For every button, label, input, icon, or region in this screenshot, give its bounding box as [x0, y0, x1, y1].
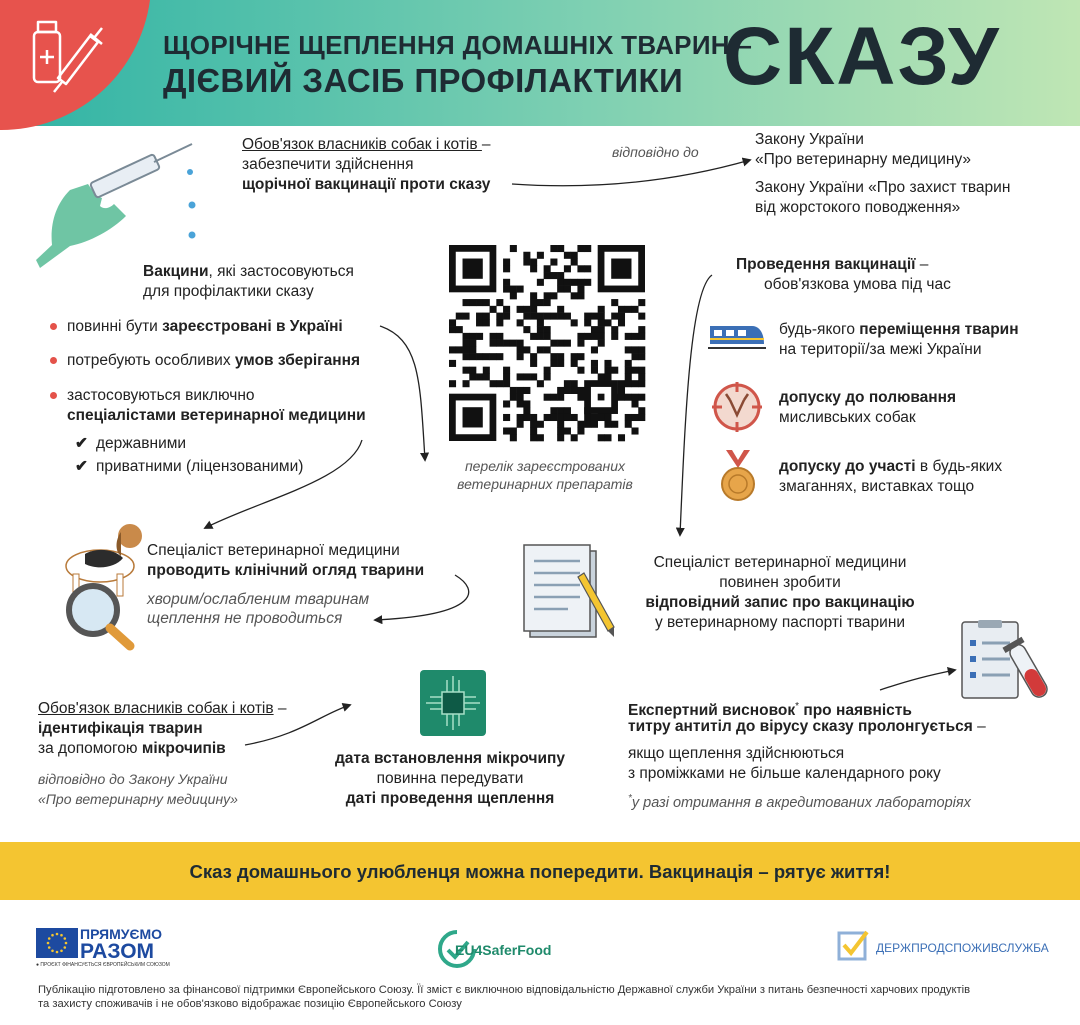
footer-disclaimer [38, 983, 970, 1011]
chip-line1: Обов'язок власників собак і котів – [38, 700, 287, 717]
qr-caption-line2: ветеринарних препаратів [457, 476, 633, 492]
vaccines-item1: повинні бути зареєстровані в Україні [50, 317, 343, 337]
expert-line1: Експертний висновок* про наявність [628, 701, 912, 720]
conditions-title-line2: обов'язкова умова під час [764, 276, 951, 293]
derzhprod-shield-icon [836, 928, 870, 962]
obligation1-line2: забезпечити здійснення [242, 156, 414, 173]
eu-logo-line2: РАЗОМ [80, 940, 155, 963]
red-bullet-icon [50, 323, 57, 330]
chip-line2: ідентифікація тварин [38, 720, 203, 737]
condition1-line1: будь-якого переміщення тварин [779, 321, 1019, 338]
expert-line4: з проміжками не більше календарного року [628, 765, 941, 782]
derzhprod-logo-text: ДЕРЖПРОДСПОЖИВСЛУЖБА [876, 941, 1049, 955]
header-title-big-word: СКАЗУ [723, 11, 1001, 102]
eu-logo-small: ● ПРОЄКТ ФІНАНСУЄТЬСЯ ЄВРОПЕЙСЬКИМ СОЮЗОМ [36, 962, 170, 968]
chip-date-line2: повинна передувати [376, 770, 524, 787]
exam-note1: хворим/ослабленим тваринам [147, 591, 370, 608]
document-pencil-icon [522, 545, 617, 640]
law1-line1: Закону України [755, 131, 864, 148]
conditions-title-line1: Проведення вакцинації – [736, 256, 929, 273]
expert-footnote: *у разі отримання в акредитованих лабораторіях [628, 793, 971, 811]
header-title-line1: ЩОРІЧНЕ ЩЕПЛЕННЯ ДОМАШНІХ ТВАРИН – [163, 30, 753, 60]
chip-line3: за допомогою мікрочипів [38, 740, 226, 757]
obligation1-line3: щорічної вакцинації проти сказу [242, 176, 491, 193]
vaccines-title-line1: Вакцини, які застосовуються [143, 263, 354, 280]
chip-law-line2: «Про ветеринарну медицину» [38, 791, 238, 807]
according-to-label: відповідно до [612, 144, 699, 160]
condition1-line2: на території/за межі України [779, 341, 982, 358]
eu-logo-line1: ПРЯМУЄМО [80, 926, 162, 942]
exam-line1: Спеціаліст ветеринарної медицини [147, 542, 400, 559]
beagle-magnifier-icon [35, 518, 150, 648]
law2-line2: від жорстокого поводження» [755, 199, 961, 216]
red-bullet-icon [50, 357, 57, 364]
slogan-text: Сказ домашнього улюбленця можна попередити. Вакцинація – рятує життя! [189, 861, 891, 882]
train-icon [708, 322, 766, 350]
eu-flag-icon [36, 928, 78, 958]
vaccines-title-line2: для профілактики сказу [143, 283, 314, 300]
footer-line2: та захисту споживачів і не обов'язково відображає позицію Європейського Союзу [38, 998, 462, 1010]
chip-date-line3: даті проведення щеплення [345, 790, 555, 807]
deer-target-icon [712, 382, 762, 432]
law2-line1: Закону України «Про захист тварин [755, 179, 1011, 196]
footer-line1: Публікацію підготовлено за фінансової підтримки Європейського Союзу. Її зміст є виключною відповідальністю Державної служби України з питань безпечності харчових продуктів [38, 984, 971, 996]
vaccines-item2: потребують особливих умов зберігання [50, 351, 360, 371]
microchip-icon [420, 670, 486, 736]
expert-line2: титру антитіл до вірусу сказу пролонгується – [628, 718, 986, 735]
vaccines-sub1: ✔ державними [75, 435, 187, 452]
chip-date-line1: дата встановлення мікрочипу [334, 750, 566, 767]
eu4safer-food-logo-text: EU4SaferFood [455, 942, 552, 958]
condition3-line2: змаганнях, виставках тощо [779, 478, 975, 495]
chip-law-line1: відповідно до Закону України [38, 771, 228, 787]
vaccines-item3-line2: спеціалістами ветеринарної медицини [67, 407, 366, 424]
checkmark-icon: ✔ [75, 435, 88, 452]
red-bullet-icon [50, 392, 57, 399]
expert-line3: якщо щеплення здійснюються [628, 745, 845, 762]
record-line2: повинен зробити [719, 574, 841, 591]
checkmark-icon: ✔ [75, 458, 88, 475]
condition3-line1: допуску до участі в будь-яких [779, 458, 1003, 475]
record-line4: у ветеринарному паспорті тварини [654, 614, 906, 631]
record-line1: Спеціаліст ветеринарної медицини [653, 554, 907, 571]
medal-icon [718, 450, 758, 502]
condition2-line1: допуску до полювання [779, 389, 957, 406]
law1-line2: «Про ветеринарну медицину» [755, 151, 971, 168]
vaccines-sub2: ✔ приватними (ліцензованими) [75, 458, 304, 475]
exam-line2: проводить клінічний огляд тварини [147, 562, 425, 579]
qr-caption-line1: перелік зареєстрованих [464, 458, 626, 474]
header-title-line2: ДІЄВИЙ ЗАСІБ ПРОФІЛАКТИКИ [163, 62, 684, 99]
lab-report-test-tube-icon [958, 620, 1048, 705]
obligation1-line1: Обов'язок власників собак і котів – [242, 136, 491, 153]
record-line3: відповідний запис про вакцинацію [645, 594, 915, 611]
qr-code[interactable] [449, 245, 645, 441]
vaccines-item3-line1: застосовуються виключно [50, 386, 255, 406]
exam-note2: щеплення не проводиться [147, 610, 343, 627]
condition2-line2: мисливських собак [779, 409, 916, 426]
